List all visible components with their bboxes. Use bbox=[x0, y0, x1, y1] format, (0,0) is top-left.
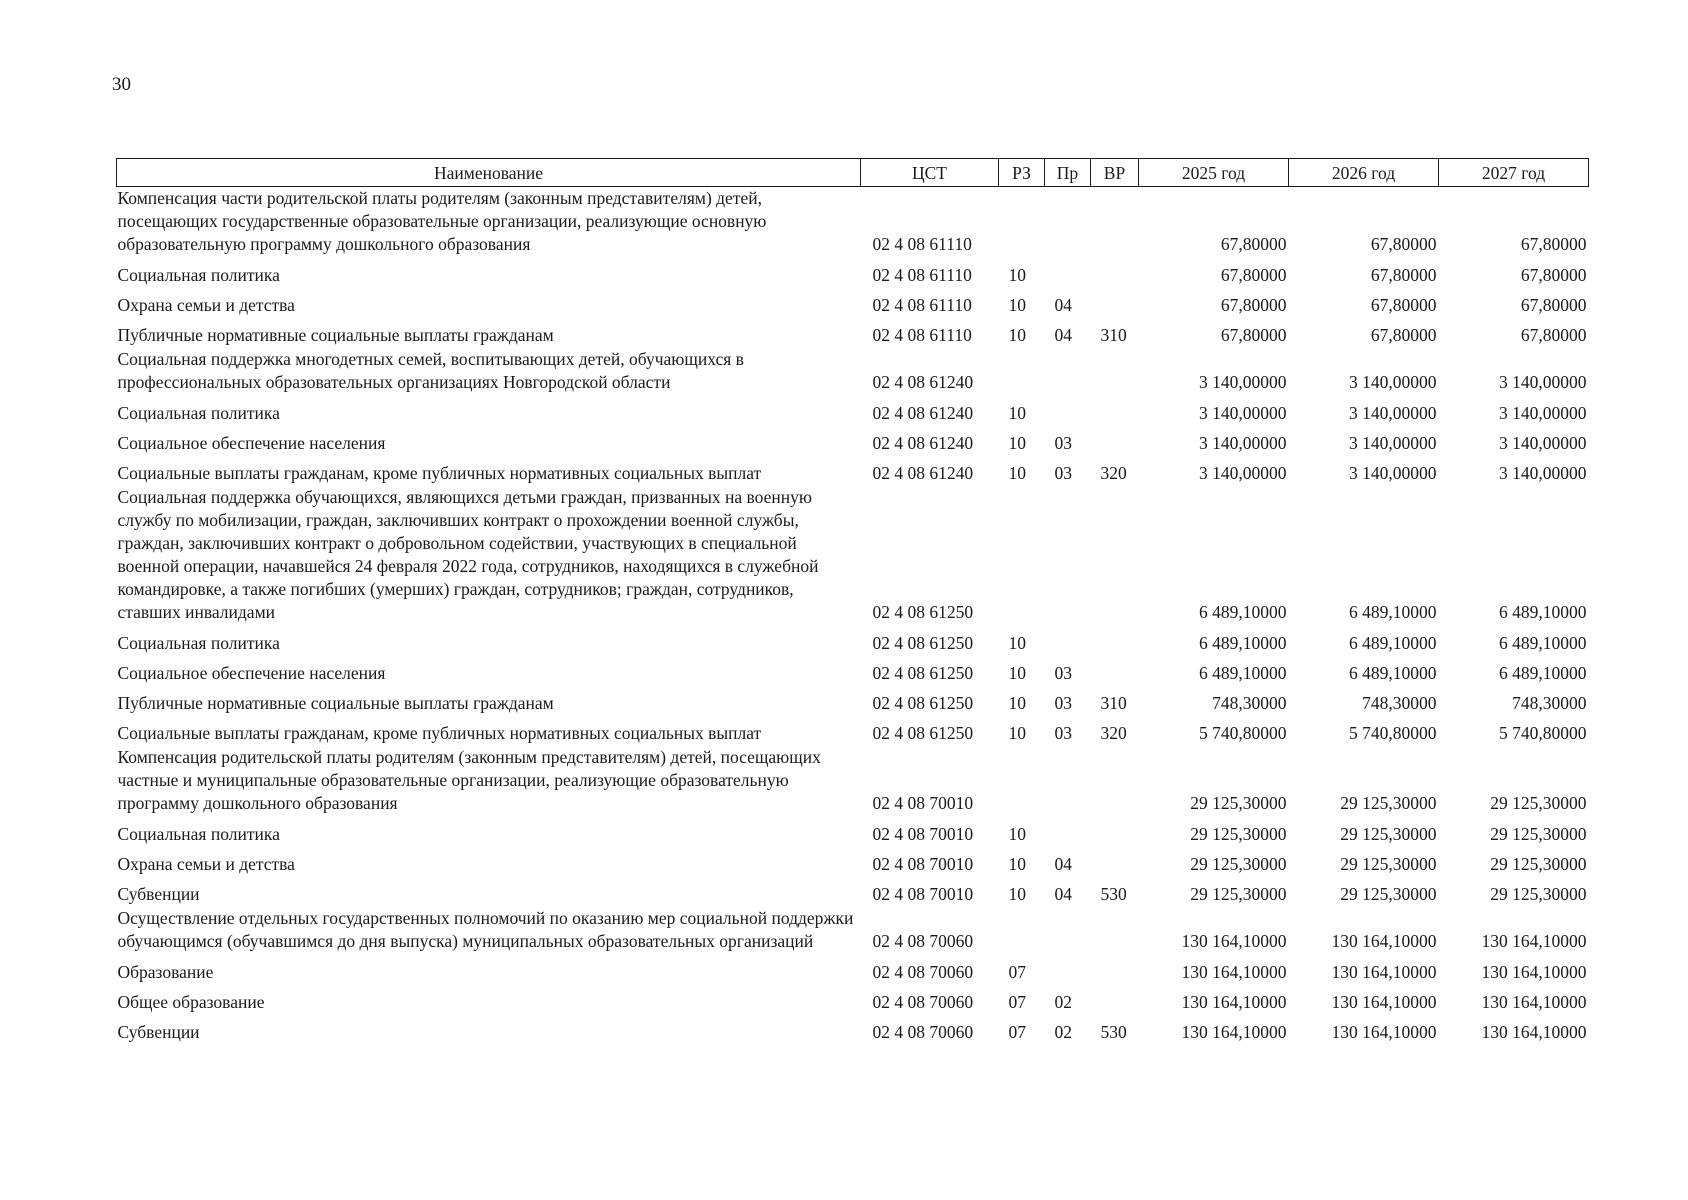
cell-y2025: 6 489,10000 bbox=[1199, 663, 1287, 683]
header-rz: РЗ bbox=[999, 159, 1045, 187]
cell-name: Социальная политика bbox=[117, 403, 280, 423]
cell-rz bbox=[999, 907, 1045, 955]
cell-y2026: 130 164,10000 bbox=[1331, 931, 1437, 951]
table-row bbox=[117, 396, 1589, 426]
cell-y2025: 5 740,80000 bbox=[1199, 723, 1287, 743]
cell-rz bbox=[999, 187, 1045, 259]
cell-y2025: 67,80000 bbox=[1220, 234, 1287, 254]
cell-y2027: 748,30000 bbox=[1512, 693, 1587, 713]
cell-vr: 530 bbox=[1100, 1022, 1127, 1042]
cell-cst: 02 4 08 61250 bbox=[872, 693, 974, 713]
cell-name: Субвенции bbox=[117, 884, 200, 904]
header-vr: ВР bbox=[1091, 159, 1139, 187]
cell-pr bbox=[1045, 187, 1091, 259]
cell-name: Социальная политика bbox=[117, 265, 280, 285]
cell-pr bbox=[1045, 486, 1091, 626]
table-row bbox=[117, 847, 1589, 877]
cell-name: Социальная поддержка обучающихся, являющихся детьми граждан, призванных на военную службу по мобилизации, граждан, заключивших контракт о прохождении военной службы, граждан, заключивших контракт о добровольном содействии, участвующих в специальной военной операции, начавшейся 24 февраля 2022 года, сотрудников, находящихся в служебной командировке, а также погибших (умерших) граждан, сотрудников; граждан, сотрудников, ставших инвалидами bbox=[117, 487, 819, 622]
cell-cst: 02 4 08 61250 bbox=[872, 663, 974, 683]
cell-name: Публичные нормативные социальные выплаты гражданам bbox=[117, 693, 554, 713]
cell-rz: 10 bbox=[1008, 403, 1026, 423]
cell-y2026: 3 140,00000 bbox=[1349, 372, 1437, 392]
cell-y2026: 6 489,10000 bbox=[1349, 633, 1437, 653]
table-row bbox=[117, 456, 1589, 486]
cell-y2025: 3 140,00000 bbox=[1199, 433, 1287, 453]
cell-y2026: 3 140,00000 bbox=[1349, 463, 1437, 483]
cell-rz: 10 bbox=[1008, 325, 1026, 345]
table-row bbox=[117, 817, 1589, 847]
cell-y2025: 3 140,00000 bbox=[1199, 403, 1287, 423]
cell-cst: 02 4 08 70010 bbox=[872, 854, 974, 874]
cell-y2027: 3 140,00000 bbox=[1499, 403, 1587, 423]
table-row bbox=[117, 486, 1589, 626]
cell-pr: 03 bbox=[1054, 463, 1072, 483]
table-body bbox=[117, 187, 1589, 1046]
cell-y2027: 67,80000 bbox=[1520, 295, 1587, 315]
cell-rz: 10 bbox=[1008, 854, 1026, 874]
cell-vr bbox=[1091, 187, 1139, 259]
cell-y2026: 3 140,00000 bbox=[1349, 433, 1437, 453]
cell-rz: 07 bbox=[1008, 962, 1026, 982]
table-row bbox=[117, 907, 1589, 955]
cell-y2027: 6 489,10000 bbox=[1499, 602, 1587, 622]
cell-name: Охрана семьи и детства bbox=[117, 295, 295, 315]
table-row bbox=[117, 288, 1589, 318]
cell-y2026: 130 164,10000 bbox=[1331, 962, 1437, 982]
cell-vr: 310 bbox=[1100, 693, 1127, 713]
cell-cst: 02 4 08 61110 bbox=[872, 325, 972, 345]
cell-pr: 03 bbox=[1054, 663, 1072, 683]
cell-vr: 320 bbox=[1100, 723, 1127, 743]
cell-rz: 07 bbox=[1008, 1022, 1026, 1042]
cell-vr: 310 bbox=[1100, 325, 1127, 345]
cell-y2027: 130 164,10000 bbox=[1481, 931, 1587, 951]
header-2027: 2027 год bbox=[1439, 159, 1589, 187]
cell-y2025: 130 164,10000 bbox=[1181, 931, 1287, 951]
budget-table bbox=[116, 158, 1589, 1045]
cell-y2026: 130 164,10000 bbox=[1331, 1022, 1437, 1042]
cell-y2026: 748,30000 bbox=[1362, 693, 1437, 713]
cell-vr bbox=[1091, 288, 1139, 318]
cell-y2027: 29 125,30000 bbox=[1490, 824, 1587, 844]
cell-y2027: 67,80000 bbox=[1520, 234, 1587, 254]
cell-y2025: 67,80000 bbox=[1220, 295, 1287, 315]
cell-y2025: 67,80000 bbox=[1220, 325, 1287, 345]
cell-y2026: 29 125,30000 bbox=[1340, 824, 1437, 844]
cell-y2025: 29 125,30000 bbox=[1190, 824, 1287, 844]
cell-y2025: 29 125,30000 bbox=[1190, 854, 1287, 874]
header-name: Наименование bbox=[117, 159, 861, 187]
cell-y2027: 6 489,10000 bbox=[1499, 633, 1587, 653]
cell-y2027: 3 140,00000 bbox=[1499, 372, 1587, 392]
cell-y2026: 5 740,80000 bbox=[1349, 723, 1437, 743]
cell-name: Публичные нормативные социальные выплаты гражданам bbox=[117, 325, 554, 345]
cell-y2027: 29 125,30000 bbox=[1490, 884, 1587, 904]
cell-y2027: 3 140,00000 bbox=[1499, 463, 1587, 483]
cell-pr: 03 bbox=[1054, 723, 1072, 743]
table-row bbox=[117, 955, 1589, 985]
cell-vr bbox=[1091, 847, 1139, 877]
cell-cst: 02 4 08 61240 bbox=[872, 372, 974, 392]
cell-rz bbox=[999, 348, 1045, 396]
cell-y2025: 130 164,10000 bbox=[1181, 962, 1287, 982]
cell-name: Субвенции bbox=[117, 1022, 200, 1042]
cell-y2026: 29 125,30000 bbox=[1340, 884, 1437, 904]
cell-y2025: 748,30000 bbox=[1212, 693, 1287, 713]
cell-rz: 10 bbox=[1008, 633, 1026, 653]
cell-rz: 10 bbox=[1008, 463, 1026, 483]
table-row bbox=[117, 187, 1589, 259]
cell-cst: 02 4 08 70060 bbox=[872, 962, 974, 982]
cell-cst: 02 4 08 70010 bbox=[872, 793, 974, 813]
cell-y2027: 130 164,10000 bbox=[1481, 962, 1587, 982]
cell-cst: 02 4 08 61250 bbox=[872, 633, 974, 653]
cell-pr: 03 bbox=[1054, 693, 1072, 713]
cell-cst: 02 4 08 61240 bbox=[872, 433, 974, 453]
cell-pr bbox=[1045, 817, 1091, 847]
cell-name: Социальные выплаты гражданам, кроме публичных нормативных социальных выплат bbox=[117, 723, 762, 743]
cell-vr bbox=[1091, 426, 1139, 456]
cell-cst: 02 4 08 61240 bbox=[872, 463, 974, 483]
cell-cst: 02 4 08 70060 bbox=[872, 931, 974, 951]
cell-vr bbox=[1091, 907, 1139, 955]
cell-cst: 02 4 08 61240 bbox=[872, 403, 974, 423]
cell-pr: 02 bbox=[1054, 992, 1072, 1012]
cell-cst: 02 4 08 61110 bbox=[872, 234, 972, 254]
table-row bbox=[117, 626, 1589, 656]
cell-y2026: 67,80000 bbox=[1370, 295, 1437, 315]
table-row bbox=[117, 1015, 1589, 1045]
cell-pr bbox=[1045, 746, 1091, 817]
cell-rz bbox=[999, 486, 1045, 626]
cell-cst: 02 4 08 70060 bbox=[872, 992, 974, 1012]
cell-rz: 10 bbox=[1008, 295, 1026, 315]
header-2026: 2026 год bbox=[1289, 159, 1439, 187]
cell-cst: 02 4 08 61250 bbox=[872, 723, 974, 743]
cell-vr bbox=[1091, 626, 1139, 656]
cell-name: Осуществление отдельных государственных полномочий по оказанию мер социальной поддержки обучающимся (обучавшимся до дня выпуска) муниципальных образовательных организаций bbox=[117, 908, 854, 951]
cell-pr bbox=[1045, 955, 1091, 985]
cell-y2026: 29 125,30000 bbox=[1340, 854, 1437, 874]
cell-pr: 02 bbox=[1054, 1022, 1072, 1042]
table-row bbox=[117, 686, 1589, 716]
cell-pr: 03 bbox=[1054, 433, 1072, 453]
table-row bbox=[117, 877, 1589, 907]
table-row bbox=[117, 318, 1589, 348]
cell-name: Социальная политика bbox=[117, 633, 280, 653]
cell-rz: 10 bbox=[1008, 663, 1026, 683]
cell-y2025: 3 140,00000 bbox=[1199, 463, 1287, 483]
table-row bbox=[117, 258, 1589, 288]
cell-name: Социальное обеспечение населения bbox=[117, 663, 386, 683]
cell-pr bbox=[1045, 907, 1091, 955]
cell-pr bbox=[1045, 258, 1091, 288]
cell-rz: 10 bbox=[1008, 433, 1026, 453]
cell-vr bbox=[1091, 746, 1139, 817]
table-row bbox=[117, 348, 1589, 396]
cell-y2027: 130 164,10000 bbox=[1481, 1022, 1587, 1042]
cell-name: Образование bbox=[117, 962, 214, 982]
cell-name: Охрана семьи и детства bbox=[117, 854, 295, 874]
cell-y2025: 29 125,30000 bbox=[1190, 793, 1287, 813]
cell-pr: 04 bbox=[1054, 884, 1072, 904]
cell-cst: 02 4 08 70010 bbox=[872, 824, 974, 844]
cell-y2027: 29 125,30000 bbox=[1490, 793, 1587, 813]
cell-rz: 07 bbox=[1008, 992, 1026, 1012]
cell-y2027: 67,80000 bbox=[1520, 265, 1587, 285]
cell-y2026: 67,80000 bbox=[1370, 234, 1437, 254]
cell-name: Компенсация части родительской платы родителям (законным представителям) детей, посещающих государственные образовательные организации, реализующие основную образовательную программу дошкольного образования bbox=[117, 188, 767, 254]
cell-y2026: 3 140,00000 bbox=[1349, 403, 1437, 423]
header-pr: Пр bbox=[1045, 159, 1091, 187]
cell-cst: 02 4 08 61250 bbox=[872, 602, 974, 622]
cell-vr: 320 bbox=[1100, 463, 1127, 483]
cell-rz bbox=[999, 746, 1045, 817]
cell-rz: 10 bbox=[1008, 693, 1026, 713]
cell-y2025: 67,80000 bbox=[1220, 265, 1287, 285]
cell-rz: 10 bbox=[1008, 824, 1026, 844]
cell-name: Компенсация родительской платы родителям (законным представителям) детей, посещающих частные и муниципальные образовательные организации, реализующие образовательную программу дошкольного образования bbox=[117, 747, 821, 813]
cell-cst: 02 4 08 70060 bbox=[872, 1022, 974, 1042]
cell-rz: 10 bbox=[1008, 265, 1026, 285]
cell-pr bbox=[1045, 348, 1091, 396]
cell-y2027: 6 489,10000 bbox=[1499, 663, 1587, 683]
cell-cst: 02 4 08 61110 bbox=[872, 295, 972, 315]
cell-y2027: 130 164,10000 bbox=[1481, 992, 1587, 1012]
cell-cst: 02 4 08 70010 bbox=[872, 884, 974, 904]
cell-vr bbox=[1091, 817, 1139, 847]
cell-y2027: 5 740,80000 bbox=[1499, 723, 1587, 743]
cell-y2027: 29 125,30000 bbox=[1490, 854, 1587, 874]
cell-vr bbox=[1091, 258, 1139, 288]
cell-rz: 10 bbox=[1008, 884, 1026, 904]
cell-vr bbox=[1091, 656, 1139, 686]
header-2025: 2025 год bbox=[1139, 159, 1289, 187]
cell-vr bbox=[1091, 348, 1139, 396]
cell-vr bbox=[1091, 396, 1139, 426]
cell-y2026: 67,80000 bbox=[1370, 265, 1437, 285]
cell-y2025: 29 125,30000 bbox=[1190, 884, 1287, 904]
cell-vr: 530 bbox=[1100, 884, 1127, 904]
table-header bbox=[117, 159, 1589, 187]
cell-vr bbox=[1091, 985, 1139, 1015]
cell-rz: 10 bbox=[1008, 723, 1026, 743]
header-row bbox=[117, 159, 1589, 187]
page-number: 30 bbox=[112, 74, 131, 95]
cell-y2027: 67,80000 bbox=[1520, 325, 1587, 345]
cell-name: Социальная политика bbox=[117, 824, 280, 844]
table-row bbox=[117, 716, 1589, 746]
cell-y2025: 6 489,10000 bbox=[1199, 602, 1287, 622]
table-row bbox=[117, 985, 1589, 1015]
cell-y2026: 6 489,10000 bbox=[1349, 602, 1437, 622]
cell-y2026: 6 489,10000 bbox=[1349, 663, 1437, 683]
cell-vr bbox=[1091, 955, 1139, 985]
cell-y2027: 3 140,00000 bbox=[1499, 433, 1587, 453]
cell-pr bbox=[1045, 396, 1091, 426]
cell-pr: 04 bbox=[1054, 854, 1072, 874]
cell-pr: 04 bbox=[1054, 325, 1072, 345]
cell-y2026: 67,80000 bbox=[1370, 325, 1437, 345]
cell-y2025: 6 489,10000 bbox=[1199, 633, 1287, 653]
cell-vr bbox=[1091, 486, 1139, 626]
cell-name: Социальные выплаты гражданам, кроме публичных нормативных социальных выплат bbox=[117, 463, 762, 483]
cell-cst: 02 4 08 61110 bbox=[872, 265, 972, 285]
cell-y2026: 29 125,30000 bbox=[1340, 793, 1437, 813]
table-row bbox=[117, 426, 1589, 456]
cell-y2025: 3 140,00000 bbox=[1199, 372, 1287, 392]
cell-pr bbox=[1045, 626, 1091, 656]
table-row bbox=[117, 656, 1589, 686]
cell-name: Социальное обеспечение населения bbox=[117, 433, 386, 453]
cell-y2025: 130 164,10000 bbox=[1181, 992, 1287, 1012]
cell-name: Общее образование bbox=[117, 992, 265, 1012]
cell-y2026: 130 164,10000 bbox=[1331, 992, 1437, 1012]
cell-y2025: 130 164,10000 bbox=[1181, 1022, 1287, 1042]
header-cst: ЦСТ bbox=[861, 159, 999, 187]
cell-pr: 04 bbox=[1054, 295, 1072, 315]
cell-name: Социальная поддержка многодетных семей, воспитывающих детей, обучающихся в профессиональных образовательных организациях Новгородской области bbox=[117, 349, 744, 392]
table-row bbox=[117, 746, 1589, 817]
